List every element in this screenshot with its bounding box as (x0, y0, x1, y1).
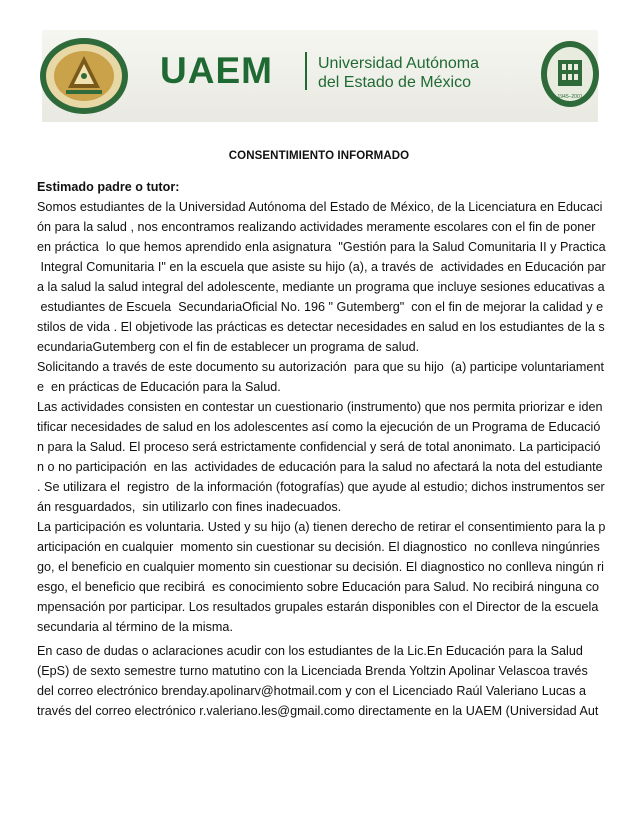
university-name-line2: del Estado de México (318, 74, 471, 91)
uaem-seal-icon (38, 36, 130, 116)
body-text-line: en práctica lo que hemos aprendido enla asignatura "Gestión para la Salud Comunitaria II y Practica (37, 240, 606, 254)
body-text-line: mpensación por participar. Los resultados grupales estarán disponibles con el Director de la escuela (37, 600, 599, 614)
seal-years: 1945–2001 (557, 94, 583, 100)
contact-text-line: (EpS) de sexto semestre turno matutino con la Licenciada Brenda Yoltzin Apolinar Velascoa través (37, 664, 588, 678)
body-text-line: articipación en cualquier momento sin cuestionar su decisión. El diagnostico no conlleva ningúnries (37, 540, 600, 554)
body-text-line: Somos estudiantes de la Universidad Autónoma del Estado de México, de la Licenciatura en Educaci (37, 200, 603, 214)
body-text-line: stilos de vida . El objetivode las prácticas es detectar necesidades en salud en los estudiantes de la s (37, 320, 605, 334)
salutation: Estimado padre o tutor: (37, 180, 180, 194)
brand-divider (305, 52, 307, 90)
body-text-line: esgo, el beneficio que recibirá es conocimiento sobre Educación para Salud. No recibirá ninguna co (37, 580, 600, 594)
body-text-line: ecundariaGutemberg con el fin de establecer un programa de salud. (37, 340, 420, 354)
body-text-line: estudiantes de Escuela SecundariaOficial No. 196 " Gutemberg" con el fin de mejorar la calidad y e (37, 300, 604, 314)
uaem-logo-text: UAEM (160, 50, 273, 91)
building-seal-icon (540, 40, 600, 108)
body-text-line: secundaria al término de la misma. (37, 620, 233, 634)
body-text-line: go, el beneficio en cualquier momento sin cuestionar su decisión. El diagnostico no conlleva ningún ri (37, 560, 604, 574)
contact-text-line: del correo electrónico brenday.apolinarv@hotmail.com y con el Licenciado Raúl Valeriano Lucas a (37, 684, 587, 698)
body-text-line: n para la Salud. El proceso será estrictamente confidencial y será de total anonimato. La participació (37, 440, 601, 454)
document-body (37, 177, 607, 721)
body-text-line: La participación es voluntaria. Usted y su hijo (a) tienen derecho de retirar el consentimiento para la p (37, 520, 606, 534)
body-text-line: án resguardados, sin utilizarlo con fines inadecuados. (37, 500, 342, 514)
contact-text-line: En caso de dudas o aclaraciones acudir con los estudiantes de la Lic.En Educación para la Salud (37, 644, 583, 658)
body-text-line: . Se utilizara el registro de la información (fotografías) que ayude al estudio; dichos instrumentos ser (37, 480, 605, 494)
body-text-line: Las actividades consisten en contestar un cuestionario (instrumento) que nos permita priorizar e iden (37, 400, 603, 414)
body-text-line: ón para la salud , nos encontramos realizando actividades meramente escolares con el fin de poner (37, 220, 596, 234)
body-text-line: a la salud la salud integral del adolescente, mediante un programa que incluye sesiones educativas a (37, 280, 605, 294)
body-paragraphs (37, 197, 607, 637)
body-text-line: n o no participación en las actividades de educación para la salud no afectará la nota del estudiante (37, 460, 603, 474)
contact-text-line: través del correo electrónico r.valeriano.les@gmail.como directamente en la UAEM (Universidad Aut (37, 704, 599, 718)
body-text-line: e en prácticas de Educación para la Salud. (37, 380, 281, 394)
body-text-line: tificar necesidades de salud en los adolescentes así como la ejecución de un Programa de Educació (37, 420, 601, 434)
university-name-line1: Universidad Autónoma (318, 55, 479, 72)
body-text-line: Integral Comunitaria I" en la escuela que asiste su hijo (a), a través de actividades en Educación par (37, 260, 606, 274)
university-name (318, 54, 479, 92)
body-text-line: Solicitando a través de este documento su autorización para que su hijo (a) participe voluntariament (37, 360, 604, 374)
contact-paragraph (37, 641, 607, 721)
document-title: CONSENTIMIENTO INFORMADO (228, 150, 410, 162)
